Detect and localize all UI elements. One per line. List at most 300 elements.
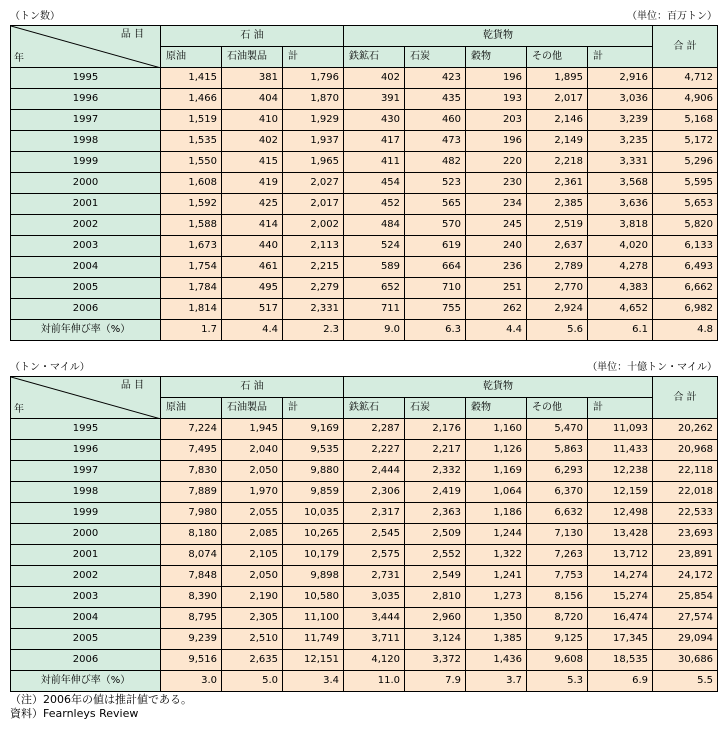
value-cell: 16,474 <box>588 608 653 629</box>
value-cell: 1,064 <box>466 482 527 503</box>
value-cell: 5,595 <box>653 173 718 194</box>
unit-label-right: （単位：十億トン・マイル） <box>587 362 717 373</box>
value-cell: 10,035 <box>283 503 344 524</box>
value-cell: 2,176 <box>405 419 466 440</box>
value-cell: 8,074 <box>161 545 222 566</box>
value-cell: 4.4 <box>222 320 283 341</box>
value-cell: 2,040 <box>222 440 283 461</box>
value-cell: 2,519 <box>527 215 588 236</box>
value-cell: 8,180 <box>161 524 222 545</box>
value-cell: 1,244 <box>466 524 527 545</box>
value-cell: 2,317 <box>344 503 405 524</box>
table-row <box>11 608 718 629</box>
value-cell: 6.3 <box>405 320 466 341</box>
value-cell: 1,466 <box>161 89 222 110</box>
value-cell: 9,535 <box>283 440 344 461</box>
table-row <box>11 440 718 461</box>
value-cell: 2,215 <box>283 257 344 278</box>
value-cell: 1,169 <box>466 461 527 482</box>
column-header: 計 <box>283 47 344 68</box>
year-cell: 2002 <box>11 215 161 236</box>
table-row <box>11 650 718 671</box>
value-cell: 5,172 <box>653 131 718 152</box>
value-cell: 415 <box>222 152 283 173</box>
year-cell: 2003 <box>11 587 161 608</box>
value-cell: 2,916 <box>588 68 653 89</box>
year-cell: 1996 <box>11 440 161 461</box>
value-cell: 220 <box>466 152 527 173</box>
value-cell: 20,968 <box>653 440 718 461</box>
value-cell: 1,796 <box>283 68 344 89</box>
value-cell: 196 <box>466 68 527 89</box>
value-cell: 1,273 <box>466 587 527 608</box>
value-cell: 4,906 <box>653 89 718 110</box>
value-cell: 22,533 <box>653 503 718 524</box>
value-cell: 1,945 <box>222 419 283 440</box>
value-cell: 425 <box>222 194 283 215</box>
value-cell: 711 <box>344 299 405 320</box>
year-cell: 1999 <box>11 503 161 524</box>
value-cell: 2,361 <box>527 173 588 194</box>
value-cell: 430 <box>344 110 405 131</box>
year-cell: 2001 <box>11 545 161 566</box>
table-row <box>11 110 718 131</box>
source-text: 資料）Fearnleys Review <box>10 707 139 720</box>
value-cell: 3,036 <box>588 89 653 110</box>
value-cell: 2,149 <box>527 131 588 152</box>
year-cell: 1999 <box>11 152 161 173</box>
value-cell: 710 <box>405 278 466 299</box>
value-cell: 2,810 <box>405 587 466 608</box>
value-cell: 12,151 <box>283 650 344 671</box>
value-cell: 2.3 <box>283 320 344 341</box>
value-cell: 3.4 <box>283 671 344 692</box>
value-cell: 5,168 <box>653 110 718 131</box>
value-cell: 5,470 <box>527 419 588 440</box>
table-row <box>11 524 718 545</box>
value-cell: 1,970 <box>222 482 283 503</box>
column-header: 計 <box>588 47 653 68</box>
value-cell: 251 <box>466 278 527 299</box>
value-cell: 2,770 <box>527 278 588 299</box>
value-cell: 452 <box>344 194 405 215</box>
value-cell: 2,331 <box>283 299 344 320</box>
year-cell: 1998 <box>11 131 161 152</box>
value-cell: 2,305 <box>222 608 283 629</box>
value-cell: 193 <box>466 89 527 110</box>
value-cell: 12,159 <box>588 482 653 503</box>
value-cell: 8,795 <box>161 608 222 629</box>
oil-group-header: 石 油 <box>161 26 344 47</box>
column-header: 鉄鉱石 <box>344 47 405 68</box>
table-row <box>11 215 718 236</box>
value-cell: 381 <box>222 68 283 89</box>
value-cell: 5,653 <box>653 194 718 215</box>
value-cell: 435 <box>405 89 466 110</box>
value-cell: 1,186 <box>466 503 527 524</box>
value-cell: 2,287 <box>344 419 405 440</box>
total-header: 合 計 <box>653 26 718 68</box>
oil-group-header: 石 油 <box>161 377 344 398</box>
value-cell: 460 <box>405 110 466 131</box>
value-cell: 2,050 <box>222 566 283 587</box>
value-cell: 2,510 <box>222 629 283 650</box>
table-row <box>11 68 718 89</box>
unit-label-left: （トン・マイル） <box>10 362 90 373</box>
table-row <box>11 566 718 587</box>
header-row <box>11 26 718 47</box>
value-cell: 3,235 <box>588 131 653 152</box>
value-cell: 570 <box>405 215 466 236</box>
value-cell: 2,549 <box>405 566 466 587</box>
column-header: 原油 <box>161 398 222 419</box>
value-cell: 6.9 <box>588 671 653 692</box>
value-cell: 454 <box>344 173 405 194</box>
value-cell: 196 <box>466 131 527 152</box>
value-cell: 755 <box>405 299 466 320</box>
value-cell: 6.1 <box>588 320 653 341</box>
value-cell: 3,818 <box>588 215 653 236</box>
value-cell: 7,224 <box>161 419 222 440</box>
value-cell: 12,498 <box>588 503 653 524</box>
year-cell: 2002 <box>11 566 161 587</box>
value-cell: 2,055 <box>222 503 283 524</box>
value-cell: 589 <box>344 257 405 278</box>
value-cell: 517 <box>222 299 283 320</box>
value-cell: 7,848 <box>161 566 222 587</box>
column-header: 穀物 <box>466 47 527 68</box>
value-cell: 230 <box>466 173 527 194</box>
dry-cargo-group-header: 乾貨物 <box>344 377 653 398</box>
value-cell: 2,085 <box>222 524 283 545</box>
value-cell: 1,385 <box>466 629 527 650</box>
year-cell: 2005 <box>11 629 161 650</box>
table-row <box>11 278 718 299</box>
ton-mile-table <box>10 376 718 692</box>
column-header: その他 <box>527 47 588 68</box>
value-cell: 6,133 <box>653 236 718 257</box>
year-cell: 2003 <box>11 236 161 257</box>
value-cell: 3,711 <box>344 629 405 650</box>
value-cell: 5,820 <box>653 215 718 236</box>
value-cell: 1,937 <box>283 131 344 152</box>
table-row <box>11 545 718 566</box>
table-row <box>11 173 718 194</box>
value-cell: 240 <box>466 236 527 257</box>
table-row <box>11 419 718 440</box>
column-header: 石炭 <box>405 47 466 68</box>
year-cell: 2005 <box>11 278 161 299</box>
value-cell: 8,156 <box>527 587 588 608</box>
value-cell: 5.0 <box>222 671 283 692</box>
value-cell: 1.7 <box>161 320 222 341</box>
value-cell: 2,190 <box>222 587 283 608</box>
table-row <box>11 587 718 608</box>
value-cell: 2,217 <box>405 440 466 461</box>
value-cell: 9,859 <box>283 482 344 503</box>
year-cell: 1995 <box>11 68 161 89</box>
year-cell: 対前年伸び率（%） <box>11 320 161 341</box>
column-header: 計 <box>283 398 344 419</box>
value-cell: 27,574 <box>653 608 718 629</box>
value-cell: 7,889 <box>161 482 222 503</box>
value-cell: 404 <box>222 89 283 110</box>
item-header: 品 目 <box>120 29 144 40</box>
value-cell: 2,444 <box>344 461 405 482</box>
note-text: （注）2006年の値は推計値である。 <box>10 693 192 706</box>
year-cell: 2000 <box>11 524 161 545</box>
value-cell: 5,863 <box>527 440 588 461</box>
value-cell: 2,332 <box>405 461 466 482</box>
value-cell: 1,673 <box>161 236 222 257</box>
value-cell: 410 <box>222 110 283 131</box>
value-cell: 1,126 <box>466 440 527 461</box>
value-cell: 6,982 <box>653 299 718 320</box>
table-row <box>11 671 718 692</box>
column-header: 石油製品 <box>222 47 283 68</box>
value-cell: 5.5 <box>653 671 718 692</box>
value-cell: 2,279 <box>283 278 344 299</box>
table-row <box>11 131 718 152</box>
value-cell: 2,509 <box>405 524 466 545</box>
year-cell: 2004 <box>11 257 161 278</box>
value-cell: 2,027 <box>283 173 344 194</box>
value-cell: 9,125 <box>527 629 588 650</box>
value-cell: 2,017 <box>283 194 344 215</box>
year-cell: 1995 <box>11 419 161 440</box>
value-cell: 2,635 <box>222 650 283 671</box>
value-cell: 391 <box>344 89 405 110</box>
value-cell: 22,018 <box>653 482 718 503</box>
value-cell: 3.7 <box>466 671 527 692</box>
value-cell: 3,331 <box>588 152 653 173</box>
value-cell: 262 <box>466 299 527 320</box>
value-cell: 1,588 <box>161 215 222 236</box>
value-cell: 619 <box>405 236 466 257</box>
value-cell: 2,113 <box>283 236 344 257</box>
value-cell: 419 <box>222 173 283 194</box>
year-cell: 2004 <box>11 608 161 629</box>
value-cell: 664 <box>405 257 466 278</box>
column-header: 計 <box>588 398 653 419</box>
value-cell: 5.3 <box>527 671 588 692</box>
header-row <box>11 377 718 398</box>
tonnage-table <box>10 25 718 341</box>
value-cell: 18,535 <box>588 650 653 671</box>
value-cell: 7,830 <box>161 461 222 482</box>
value-cell: 1,592 <box>161 194 222 215</box>
total-header: 合 計 <box>653 377 718 419</box>
value-cell: 3,239 <box>588 110 653 131</box>
value-cell: 3,568 <box>588 173 653 194</box>
value-cell: 4.4 <box>466 320 527 341</box>
value-cell: 473 <box>405 131 466 152</box>
table-row <box>11 482 718 503</box>
table-row <box>11 461 718 482</box>
value-cell: 440 <box>222 236 283 257</box>
value-cell: 423 <box>405 68 466 89</box>
value-cell: 2,637 <box>527 236 588 257</box>
value-cell: 7,753 <box>527 566 588 587</box>
corner-cell <box>11 26 161 68</box>
value-cell: 417 <box>344 131 405 152</box>
value-cell: 524 <box>344 236 405 257</box>
value-cell: 7,263 <box>527 545 588 566</box>
value-cell: 23,693 <box>653 524 718 545</box>
value-cell: 17,345 <box>588 629 653 650</box>
value-cell: 4,278 <box>588 257 653 278</box>
year-cell: 1996 <box>11 89 161 110</box>
year-cell: 1998 <box>11 482 161 503</box>
year-cell: 2006 <box>11 299 161 320</box>
value-cell: 2,960 <box>405 608 466 629</box>
year-header: 年 <box>14 404 24 415</box>
table-row <box>11 236 718 257</box>
value-cell: 7,495 <box>161 440 222 461</box>
value-cell: 15,274 <box>588 587 653 608</box>
value-cell: 482 <box>405 152 466 173</box>
value-cell: 10,580 <box>283 587 344 608</box>
value-cell: 4,712 <box>653 68 718 89</box>
value-cell: 1,415 <box>161 68 222 89</box>
value-cell: 234 <box>466 194 527 215</box>
value-cell: 3,124 <box>405 629 466 650</box>
value-cell: 652 <box>344 278 405 299</box>
value-cell: 20,262 <box>653 419 718 440</box>
value-cell: 5,296 <box>653 152 718 173</box>
column-header: 石炭 <box>405 398 466 419</box>
value-cell: 402 <box>344 68 405 89</box>
value-cell: 411 <box>344 152 405 173</box>
value-cell: 25,854 <box>653 587 718 608</box>
item-header: 品 目 <box>120 380 144 391</box>
year-cell: 1997 <box>11 461 161 482</box>
value-cell: 4.8 <box>653 320 718 341</box>
value-cell: 2,575 <box>344 545 405 566</box>
value-cell: 402 <box>222 131 283 152</box>
table-row <box>11 299 718 320</box>
year-cell: 2001 <box>11 194 161 215</box>
value-cell: 461 <box>222 257 283 278</box>
value-cell: 3,636 <box>588 194 653 215</box>
value-cell: 13,712 <box>588 545 653 566</box>
value-cell: 495 <box>222 278 283 299</box>
value-cell: 2,227 <box>344 440 405 461</box>
value-cell: 6,662 <box>653 278 718 299</box>
value-cell: 8,390 <box>161 587 222 608</box>
table-row <box>11 89 718 110</box>
value-cell: 8,720 <box>527 608 588 629</box>
unit-label-left: （トン数） <box>10 11 60 22</box>
value-cell: 2,363 <box>405 503 466 524</box>
value-cell: 11,093 <box>588 419 653 440</box>
value-cell: 236 <box>466 257 527 278</box>
value-cell: 203 <box>466 110 527 131</box>
value-cell: 3.0 <box>161 671 222 692</box>
table-row <box>11 194 718 215</box>
value-cell: 6,293 <box>527 461 588 482</box>
column-header: 穀物 <box>466 398 527 419</box>
year-header: 年 <box>14 53 24 64</box>
value-cell: 3,035 <box>344 587 405 608</box>
value-cell: 22,118 <box>653 461 718 482</box>
value-cell: 24,172 <box>653 566 718 587</box>
value-cell: 12,238 <box>588 461 653 482</box>
corner-cell <box>11 377 161 419</box>
year-cell: 対前年伸び率（%） <box>11 671 161 692</box>
value-cell: 1,322 <box>466 545 527 566</box>
table-row <box>11 152 718 173</box>
value-cell: 9.0 <box>344 320 405 341</box>
value-cell: 2,218 <box>527 152 588 173</box>
value-cell: 6,632 <box>527 503 588 524</box>
value-cell: 9,169 <box>283 419 344 440</box>
value-cell: 11.0 <box>344 671 405 692</box>
value-cell: 23,891 <box>653 545 718 566</box>
value-cell: 1,160 <box>466 419 527 440</box>
value-cell: 4,652 <box>588 299 653 320</box>
unit-label-right: （単位：百万トン） <box>627 11 717 22</box>
value-cell: 7,130 <box>527 524 588 545</box>
value-cell: 1,350 <box>466 608 527 629</box>
value-cell: 10,179 <box>283 545 344 566</box>
value-cell: 2,002 <box>283 215 344 236</box>
value-cell: 1,895 <box>527 68 588 89</box>
value-cell: 2,385 <box>527 194 588 215</box>
value-cell: 1,608 <box>161 173 222 194</box>
value-cell: 2,789 <box>527 257 588 278</box>
value-cell: 565 <box>405 194 466 215</box>
value-cell: 2,731 <box>344 566 405 587</box>
value-cell: 2,146 <box>527 110 588 131</box>
value-cell: 9,898 <box>283 566 344 587</box>
column-header: 原油 <box>161 47 222 68</box>
value-cell: 4,383 <box>588 278 653 299</box>
value-cell: 9,880 <box>283 461 344 482</box>
value-cell: 9,516 <box>161 650 222 671</box>
value-cell: 29,094 <box>653 629 718 650</box>
value-cell: 1,535 <box>161 131 222 152</box>
value-cell: 11,100 <box>283 608 344 629</box>
table-row <box>11 503 718 524</box>
value-cell: 4,020 <box>588 236 653 257</box>
year-cell: 1997 <box>11 110 161 131</box>
value-cell: 1,965 <box>283 152 344 173</box>
value-cell: 11,433 <box>588 440 653 461</box>
column-header: その他 <box>527 398 588 419</box>
value-cell: 13,428 <box>588 524 653 545</box>
value-cell: 1,870 <box>283 89 344 110</box>
value-cell: 1,241 <box>466 566 527 587</box>
value-cell: 523 <box>405 173 466 194</box>
value-cell: 3,372 <box>405 650 466 671</box>
year-cell: 2000 <box>11 173 161 194</box>
value-cell: 7.9 <box>405 671 466 692</box>
value-cell: 1,929 <box>283 110 344 131</box>
value-cell: 2,924 <box>527 299 588 320</box>
value-cell: 414 <box>222 215 283 236</box>
table-row <box>11 320 718 341</box>
value-cell: 1,754 <box>161 257 222 278</box>
value-cell: 7,980 <box>161 503 222 524</box>
value-cell: 14,274 <box>588 566 653 587</box>
value-cell: 245 <box>466 215 527 236</box>
value-cell: 1,814 <box>161 299 222 320</box>
value-cell: 2,545 <box>344 524 405 545</box>
column-header: 鉄鉱石 <box>344 398 405 419</box>
dry-cargo-group-header: 乾貨物 <box>344 26 653 47</box>
value-cell: 30,686 <box>653 650 718 671</box>
